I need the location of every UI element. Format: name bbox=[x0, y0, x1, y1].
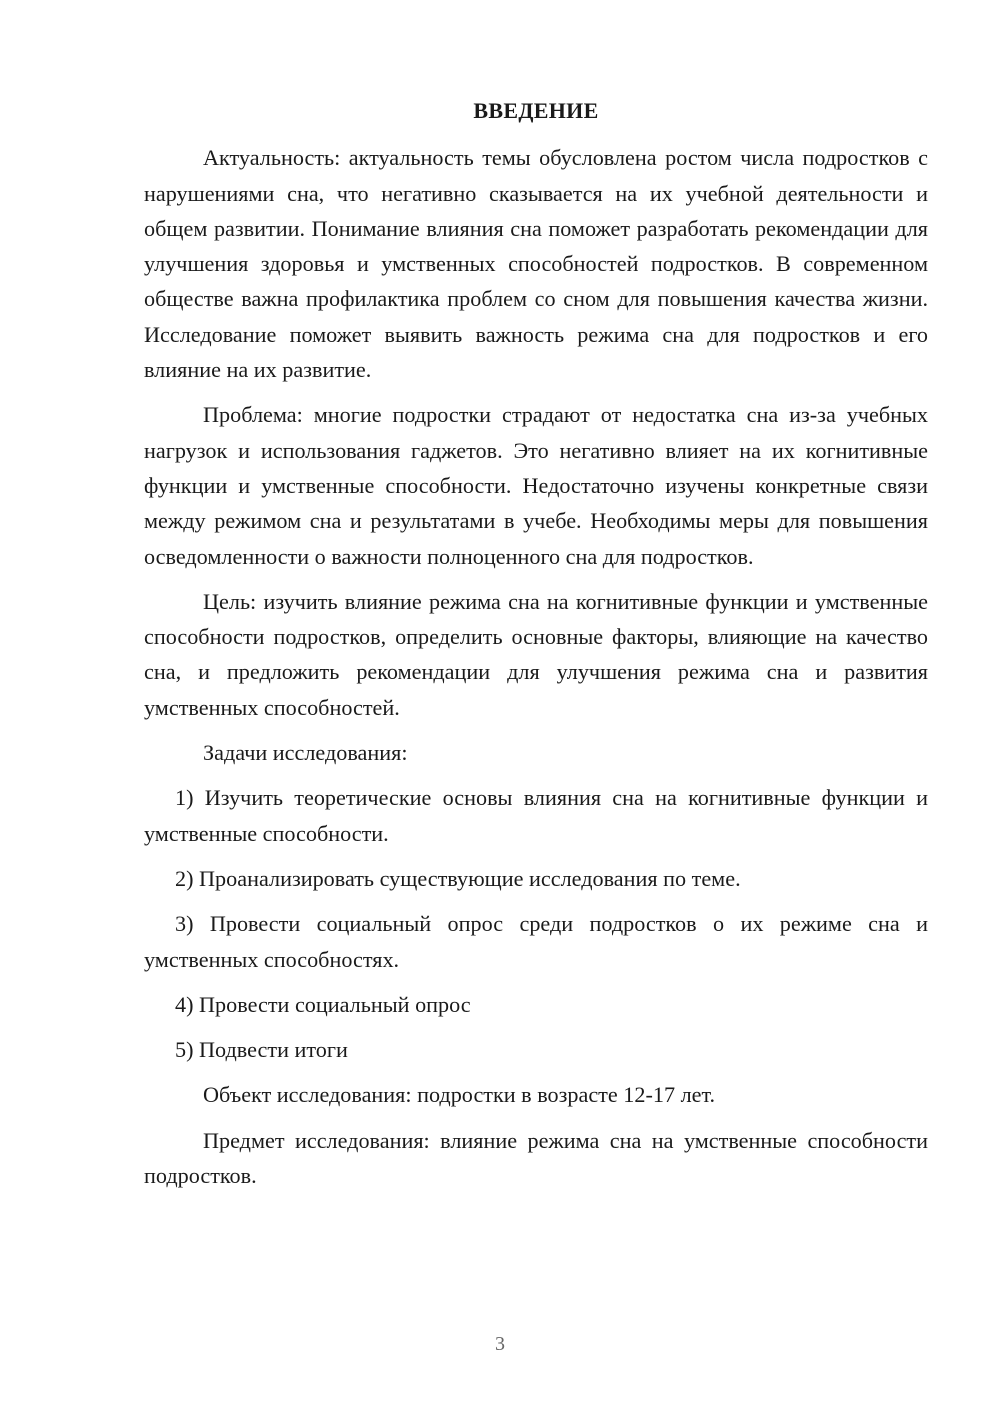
relevance-paragraph: Актуальность: актуальность темы обусловлена ростом числа подростков с нарушениями сна, что негативно сказывается на их учебной деятельности и общем развитии. Понимание влияния сна поможет разработать рекомендации для улучшения здоровья и умственных способностей подростков. В современном обществе важна профилактика проблем со сном для повышения качества жизни. Исследование поможет выявить важность режима сна для подростков и его влияние на их развитие. bbox=[144, 145, 928, 383]
tasks-heading: Задачи исследования: bbox=[203, 740, 408, 766]
section-heading: ВВЕДЕНИЕ bbox=[473, 98, 599, 123]
task-item-1: 1) Изучить теоретические основы влияния сна на когнитивные функции и умственные способности. bbox=[144, 785, 928, 846]
problem-paragraph: Проблема: многие подростки страдают от недостатка сна из-за учебных нагрузок и использования гаджетов. Это негативно влияет на их когнитивные функции и умственные способности. Недостаточно изучены конкретные связи между режимом сна и результатами в учебе. Необходимы меры для повышения осведомленности о важности полноценного сна для подростков. bbox=[144, 402, 928, 569]
task-item-4: 4) Провести социальный опрос bbox=[175, 991, 471, 1017]
page-number: 3 bbox=[495, 1333, 505, 1355]
task-item-3: 3) Провести социальный опрос среди подростков о их режиме сна и умственных способностях. bbox=[144, 911, 928, 972]
subject-paragraph: Предмет исследования: влияние режима сна на умственные способности подростков. bbox=[144, 1127, 928, 1189]
object-paragraph: Объект исследования: подростки в возрасте 12-17 лет. bbox=[203, 1082, 716, 1108]
task-item-5: 5) Подвести итоги bbox=[175, 1037, 348, 1063]
document-page bbox=[144, 93, 928, 1203]
task-item-2: 2) Проанализировать существующие исследования по теме. bbox=[175, 865, 741, 891]
goal-paragraph: Цель: изучить влияние режима сна на когнитивные функции и умственные способности подростков, определить основные факторы, влияющие на качество сна, и предложить рекомендации для улучшения режима сна и развития умственных способностей. bbox=[144, 588, 928, 720]
